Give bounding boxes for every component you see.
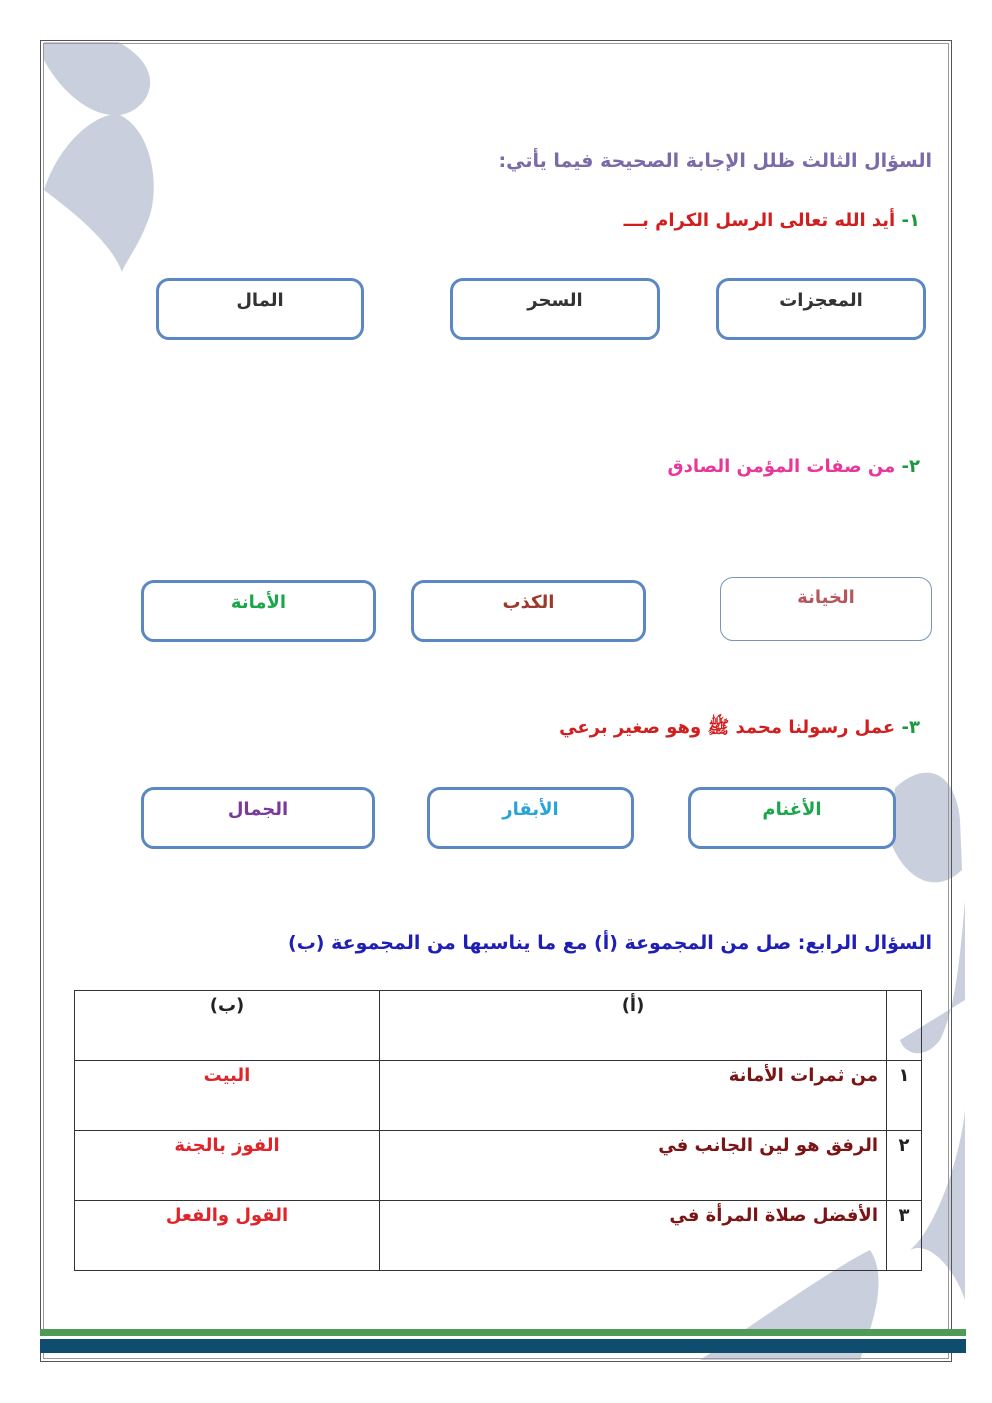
header-group-b: (ب) [75,991,380,1061]
group-a-item[interactable]: الأفضل صلاة المرأة في [380,1201,887,1271]
item-1-option-1[interactable]: المعجزات [716,278,926,340]
question-3-item-2 [668,456,920,477]
row-number: ١ [887,1061,922,1131]
item-3-option-3[interactable]: الجمال [141,787,375,849]
item-1-option-3[interactable]: المال [156,278,364,340]
group-b-item[interactable]: الفوز بالجنة [75,1131,380,1201]
item-2-text: من صفات المؤمن الصادق [667,456,896,477]
table-row [75,1131,922,1201]
group-b-item[interactable]: القول والفعل [75,1201,380,1271]
item-3-option-1[interactable]: الأغنام [688,787,896,849]
item-1-option-2[interactable]: السحر [450,278,660,340]
item-1-text: أيد الله تعالى الرسل الكرام بـــ [623,210,896,231]
item-2-option-3[interactable]: الأمانة [141,580,376,642]
matching-table [74,990,922,1271]
item-2-number: ٢- [901,456,920,477]
question-3-heading: السؤال الثالث ظلل الإجابة الصحيحة فيما يأتي: [498,150,932,172]
footer-stripe-green [40,1329,966,1336]
header-group-a: (أ) [380,991,887,1061]
footer-stripe-blue [40,1339,966,1353]
table-header-row [75,991,922,1061]
row-number: ٢ [887,1131,922,1201]
item-3-text: عمل رسولنا محمد ﷺ وهو صغير برعي [559,717,896,738]
table-row [75,1201,922,1271]
question-3-item-3 [559,716,920,742]
group-a-item[interactable]: من ثمرات الأمانة [380,1061,887,1131]
question-4-heading: السؤال الرابع: صل من المجموعة (أ) مع ما يناسبها من المجموعة (ب) [288,932,932,954]
table-row [75,1061,922,1131]
item-3-option-2[interactable]: الأبقار [427,787,634,849]
item-3-number: ٣- [901,717,920,738]
header-number-cell [887,991,922,1061]
question-3-item-1 [624,210,920,231]
group-b-item[interactable]: البيت [75,1061,380,1131]
item-2-option-2[interactable]: الكذب [411,580,646,642]
item-2-option-1[interactable]: الخيانة [720,577,932,641]
group-a-item[interactable]: الرفق هو لين الجانب في [380,1131,887,1201]
row-number: ٣ [887,1201,922,1271]
item-1-number: ١- [901,210,920,231]
